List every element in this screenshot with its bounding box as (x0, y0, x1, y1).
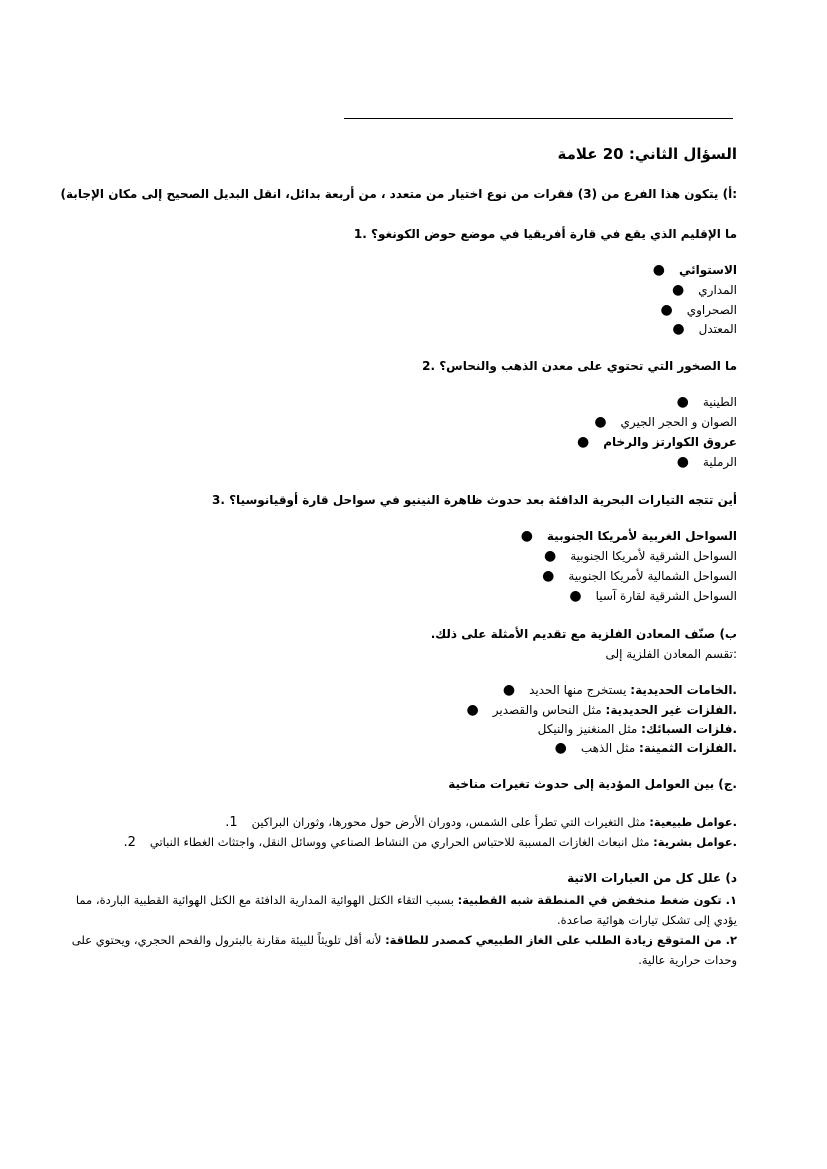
part-c-item-2: .عوامل بشرية: مثل انبعاث الغازات المسببة للاحتباس الحراري من النشاط الصناعي ووسائل النقل، واجتثاث الغطاء النباتي2. (123, 835, 737, 850)
q2-option-3: عروق الكوارتز والرخام● (576, 434, 737, 450)
q3-text: أين تتجه التيارات البحرية الدافئة بعد حدوث ظاهرة النينيو في سواحل قارة أوقيانوسيا؟ .3 (212, 493, 737, 507)
q1-option-4: المعتدل● (672, 321, 737, 337)
part-d-item-2-line-1: ٢. من المتوقع زيادة الطلب على الغاز الطبيعي كمصدر للطاقة: لأنه أقل تلويثاً للبيئة مقارنة بالبترول والفحم الحجري، ويحتوي على (71, 933, 737, 947)
bullet-icon: ● (544, 548, 557, 564)
part-b-intro: :تقسم المعادن الفلزية إلى (605, 647, 737, 661)
bullet-icon: ● (676, 394, 689, 410)
part-b-title: ب) صنّف المعادن الفلزية مع تقديم الأمثلة على ذلك. (430, 627, 737, 641)
top-divider-line (344, 118, 733, 119)
bullet-icon: ● (569, 588, 582, 604)
part-d-item-1-line-1: ١. تكون ضغط منخفض في المنطقة شبه القطبية: بسبب التقاء الكتل الهوائية المدارية الدافئة مع الكتل الهوائية القطبية الباردة، مما (75, 893, 737, 907)
bullet-icon: ● (652, 262, 665, 278)
bullet-icon: ● (672, 321, 685, 337)
question-title: السؤال الثاني: 20 علامة (557, 145, 737, 163)
part-c-title: .ج) بين العوامل المؤدية إلى حدوث تغيرات مناخية (448, 777, 737, 791)
part-d-item-1-line-2: يؤدي إلى تشكل تيارات هوائية صاعدة. (557, 913, 737, 927)
q1-option-3: الصحراوي● (660, 302, 737, 318)
bullet-icon: ● (502, 682, 516, 698)
part-a-intro: :أ) يتكون هذا الفرع من (3) فقرات من نوع اختيار من متعدد ، من أربعة بدائل، انقل البديل الصحيح إلى مكان الإجابة) (60, 187, 737, 201)
q2-option-4: الرملية● (676, 454, 737, 470)
part-b-item-2: .الفلزات غير الحديدية: مثل النحاس والقصدير● (466, 702, 737, 718)
q3-option-2: السواحل الشرقية لأمريكا الجنوبية● (544, 548, 737, 564)
q1-option-1: الاستوائي● (652, 262, 737, 278)
q3-option-3: السواحل الشمالية لأمريكا الجنوبية● (542, 568, 737, 584)
q2-text: ما الصخور التي تحتوي على معدن الذهب والنحاس؟ .2 (422, 359, 737, 373)
bullet-icon: ● (466, 702, 479, 718)
part-b-item-1: .الخامات الحديدية: يستخرج منها الحديد● (502, 682, 737, 698)
part-c-item-1: .عوامل طبيعية: مثل التغيرات التي تطرأ على الشمس، ودوران الأرض حول محورها، وثوران البراكين1. (225, 815, 737, 830)
part-d-item-2-line-2: وحدات حرارية عالية. (638, 953, 737, 967)
bullet-icon: ● (676, 454, 689, 470)
part-d-title: د) علل كل من العبارات الاتية (567, 871, 737, 885)
part-b-item-3: .فلزات السبائك: مثل المنغنيز والنيكل (537, 722, 737, 736)
bullet-icon: ● (594, 414, 607, 430)
bullet-icon: ● (660, 302, 673, 318)
q2-option-1: الطينية● (676, 394, 737, 410)
q2-option-2: الصوان و الحجر الجيري● (594, 414, 737, 430)
q3-option-4: السواحل الشرقية لقارة آسيا● (569, 588, 737, 604)
q1-option-2: المداري● (672, 282, 737, 298)
q3-option-1: السواحل الغربية لأمريكا الجنوبية● (520, 528, 737, 544)
q1-text: ما الإقليم الذي يقع في قارة أفريقيا في موضع حوض الكونغو؟ .1 (353, 227, 737, 241)
bullet-icon: ● (576, 434, 590, 450)
bullet-icon: ● (672, 282, 685, 298)
bullet-icon: ● (542, 568, 555, 584)
bullet-icon: ● (554, 740, 567, 756)
part-b-item-4: .الفلزات الثمينة: مثل الذهب● (554, 740, 737, 756)
bullet-icon: ● (520, 528, 533, 544)
